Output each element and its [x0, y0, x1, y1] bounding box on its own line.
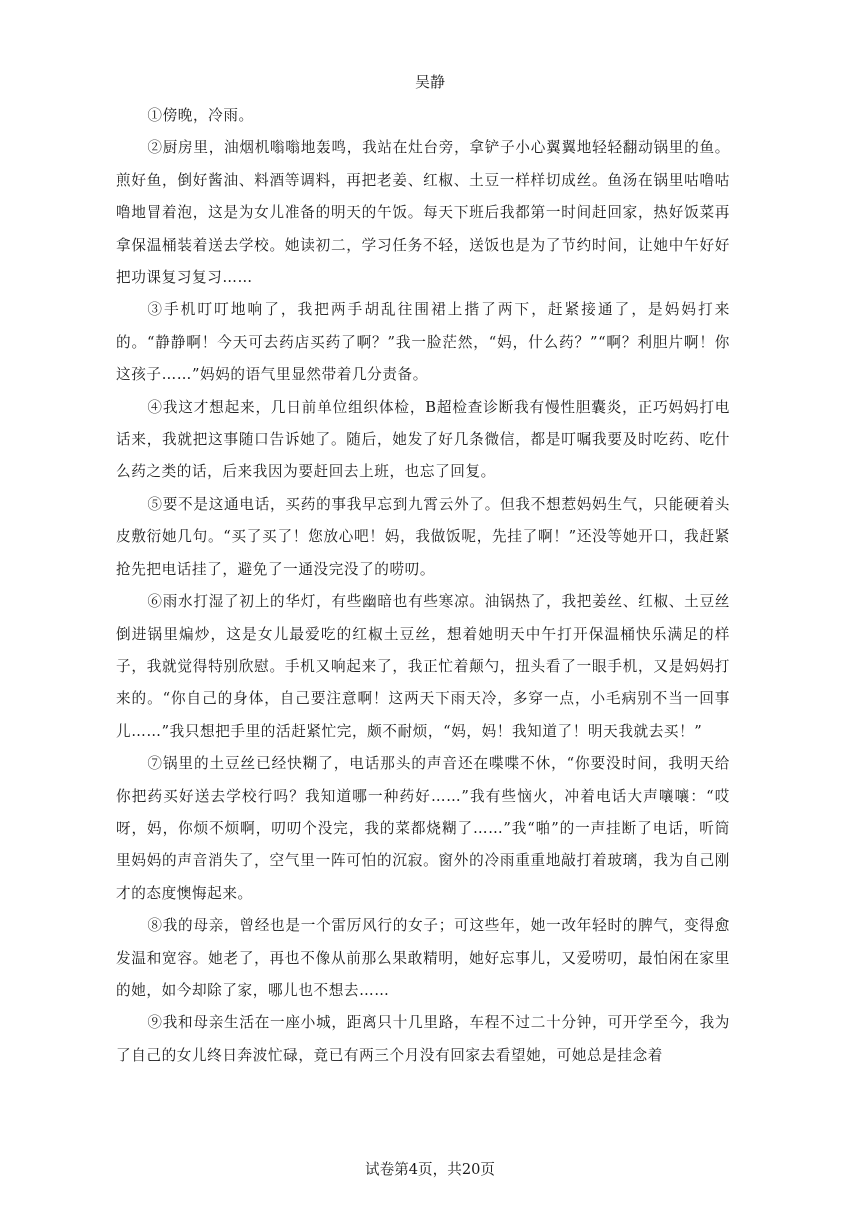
author-name: 吴静: [414, 73, 445, 91]
article-body: [116, 100, 730, 1072]
paragraph-3: ③手机叮叮地响了，我把两手胡乱往围裙上揩了两下，赶紧接通了，是妈妈打来的。“静静啊！今天可去药店买药了啊？”我一脸茫然，“妈，什么药？”“啊？利胆片啊！你这孩子……”妈妈的语气里显然带着几分责备。: [116, 301, 730, 384]
paragraph-7: ⑦锅里的土豆丝已经快糊了，电话那头的声音还在喋喋不休，“你要没时间，我明天给你把药买好送去学校行吗？我知道哪一种药好……”我有些恼火，冲着电话大声嚷嚷：“哎呀，妈，你烦不烦啊，叨叨个没完，我的菜都烧糊了……”我“啪”的一声挂断了电话，听筒里妈妈的声音消失了，空气里一阵可怕的沉寂。窗外的冷雨重重地敲打着玻璃，我为自己刚才的态度懊悔起来。: [116, 755, 730, 902]
page-footer: 试卷第4页，共20页: [364, 1161, 495, 1178]
paragraph-2: ②厨房里，油烟机嗡嗡地轰鸣，我站在灶台旁，拿铲子小心翼翼地轻轻翻动锅里的鱼。煎好鱼，倒好酱油、料酒等调料，再把老姜、红椒、土豆一样样切成丝。鱼汤在锅里咕噜咕噜地冒着泡，这是为女儿准备的明天的午饭。每天下班后我都第一时间赶回家，热好饭菜再拿保温桶装着送去学校。她读初二，学习任务不轻，送饭也是为了节约时间，让她中午好好把功课复习复习……: [116, 139, 730, 287]
paragraph-8: ⑧我的母亲，曾经也是一个雷厉风行的女子；可这些年，她一改年轻时的脾气，变得愈发温和宽容。她老了，再也不像从前那么果敢精明，她好忘事儿，又爱唠叨，最怕闲在家里的她，如今却除了家，哪儿也不想去……: [116, 917, 730, 999]
paragraph-6: ⑥雨水打湿了初上的华灯，有些幽暗也有些寒凉。油锅热了，我把姜丝、红椒、土豆丝倒进锅里煸炒，这是女儿最爱吃的红椒土豆丝，想着她明天中午打开保温桶快乐满足的样子，我就觉得特别欣慰。手机又响起来了，我正忙着颠勺，扭头看了一眼手机，又是妈妈打来的。“你自己的身体，自己要注意啊！这两天下雨天冷，多穿一点，小毛病别不当一回事儿……”我只想把手里的活赶紧忙完，颇不耐烦，“妈，妈！我知道了！明天我就去买！”: [116, 593, 730, 740]
paragraph-4: ④我这才想起来，几日前单位组织体检，B超检查诊断我有慢性胆囊炎，正巧妈妈打电话来，我就把这事随口告诉她了。随后，她发了好几条微信，都是叮嘱我要及时吃药、吃什么药之类的话，后来我因为要赶回去上班，也忘了回复。: [116, 398, 730, 481]
paragraph-1: ①傍晚，冷雨。: [147, 107, 254, 124]
paragraph-9: ⑨我和母亲生活在一座小城，距离只十几里路，车程不过二十分钟，可开学至今，我为了自己的女儿终日奔波忙碌，竟已有两三个月没有回家去看望她，可她总是挂念着: [116, 1014, 730, 1064]
paragraph-5: ⑤要不是这通电话，买药的事我早忘到九霄云外了。但我不想惹妈妈生气，只能硬着头皮敷衍她几句。“买了买了！您放心吧！妈，我做饭呢，先挂了啊！”还没等她开口，我赶紧抢先把电话挂了，避免了一通没完没了的唠叨。: [116, 495, 730, 578]
